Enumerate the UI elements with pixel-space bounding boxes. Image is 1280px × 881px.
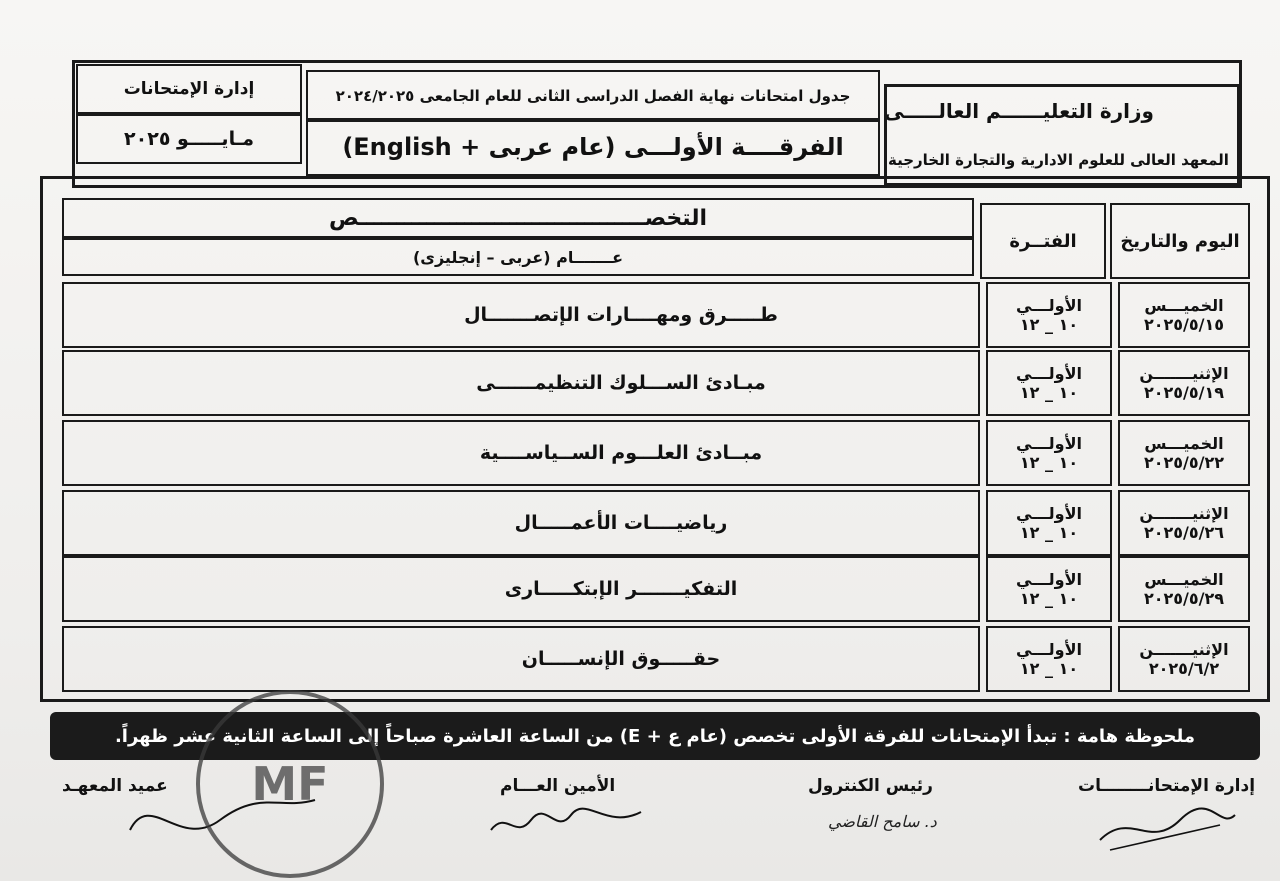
ministry-title: وزارة التعليــــــم العالـــــى — [884, 99, 1154, 123]
schedule-title: جدول امتحانات نهاية الفصل الدراسى الثانى للعام الجامعى ٢٠٢٤/٢٠٢٥ — [306, 70, 880, 122]
row-subject: رياضيــــات الأعمـــــال — [62, 490, 980, 556]
sub-header-specialty: عـــــــام (عربى – إنجليزى) — [62, 238, 974, 276]
row-day: الخميـــس — [1144, 570, 1224, 589]
period-cell — [986, 282, 1112, 348]
row-date: ٢٠٢٥/٥/٢٢ — [1143, 453, 1225, 472]
row-time: ١٠ _ ١٢ — [1019, 315, 1079, 334]
row-period: الأولـــي — [1016, 364, 1082, 383]
row-period: الأولـــي — [1016, 640, 1082, 659]
row-day: الإثنيـــــــن — [1139, 504, 1229, 523]
row-time: ١٠ _ ١٢ — [1019, 453, 1079, 472]
date-cell — [1118, 420, 1250, 486]
secretary-signature-scribble — [486, 800, 646, 850]
row-period: الأولـــي — [1016, 434, 1082, 453]
row-day: الخميـــس — [1144, 434, 1224, 453]
signature-exams-title: إدارة الإمتحانــــــــات — [1078, 776, 1256, 796]
row-subject: مبـادئ الســـلوك التنظيمــــــى — [62, 350, 980, 416]
row-subject: طـــــرق ومهــــارات الإتصـــــــال — [62, 282, 980, 348]
date-cell — [1118, 490, 1250, 556]
row-time: ١٠ _ ١٢ — [1019, 523, 1079, 542]
row-time: ١٠ _ ١٢ — [1019, 383, 1079, 402]
row-period: الأولـــي — [1016, 504, 1082, 523]
department-label: إدارة الإمتحانات — [76, 64, 302, 114]
institute-stamp — [196, 690, 384, 878]
institute-name: المعهد العالى للعلوم الادارية والتجارة الخارجية — [888, 151, 1229, 169]
row-period: الأولـــي — [1016, 570, 1082, 589]
row-day: الإثنيـــــــن — [1139, 364, 1229, 383]
stamp-logo: MF — [251, 757, 329, 811]
row-date: ٢٠٢٥/٥/٢٩ — [1143, 589, 1225, 608]
column-header-specialty: التخصــــــــــــــــــــــــــــــــــــــص — [62, 198, 974, 238]
date-cell — [1118, 556, 1250, 622]
date-cell — [1118, 282, 1250, 348]
row-date: ٢٠٢٥/٥/٢٦ — [1143, 523, 1225, 542]
column-header-date: اليوم والتاريخ — [1110, 203, 1250, 279]
row-time: ١٠ _ ١٢ — [1019, 589, 1079, 608]
period-cell — [986, 490, 1112, 556]
column-header-period: الفتــرة — [980, 203, 1106, 279]
row-date: ٢٠٢٥/٥/١٩ — [1143, 383, 1225, 402]
row-period: الأولـــي — [1016, 296, 1082, 315]
period-cell — [986, 350, 1112, 416]
row-day: الخميـــس — [1144, 296, 1224, 315]
important-note: ملحوظة هامة : تبدأ الإمتحانات للفرقة الأولى تخصص (عام ع + E) من الساعة العاشرة صباحاً إلى الساعة الثانية عشر ظهراً. — [50, 712, 1260, 760]
group-title: الفرقــــة الأولـــى (عام عربى + English) — [306, 118, 880, 176]
period-cell — [986, 420, 1112, 486]
signature-secretary-title: الأمين العـــام — [500, 776, 616, 796]
period-cell — [986, 556, 1112, 622]
signature-dean-title: عميد المعهـد — [62, 776, 168, 796]
row-date: ٢٠٢٥/٦/٢ — [1148, 659, 1220, 678]
row-time: ١٠ _ ١٢ — [1019, 659, 1079, 678]
control-signature-name: د. سامح القاضي — [828, 812, 937, 831]
row-subject: التفكيـــــــر الإبتكـــــارى — [62, 556, 980, 622]
exams-signature-scribble — [1090, 800, 1240, 860]
period-cell — [986, 626, 1112, 692]
row-day: الإثنيـــــــن — [1139, 640, 1229, 659]
date-cell — [1118, 626, 1250, 692]
row-date: ٢٠٢٥/٥/١٥ — [1143, 315, 1225, 334]
signature-control-title: رئيس الكنترول — [808, 776, 933, 796]
row-subject: حقـــــوق الإنســـــان — [62, 626, 980, 692]
row-subject: مبــادئ العلـــوم الســياســــية — [62, 420, 980, 486]
month-label: مـايـــــو ٢٠٢٥ — [76, 114, 302, 164]
date-cell — [1118, 350, 1250, 416]
